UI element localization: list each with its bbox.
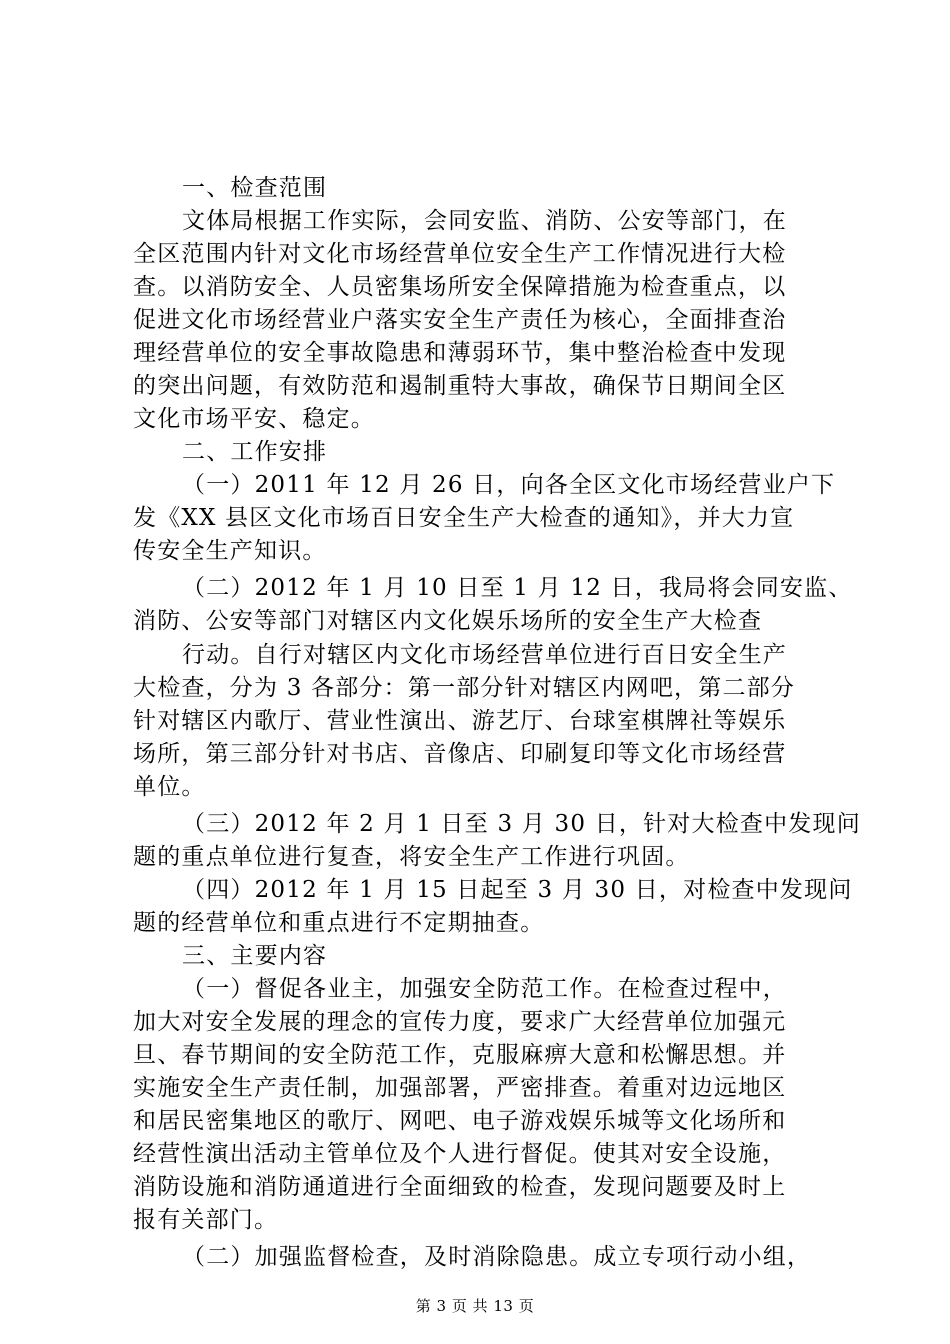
- paragraph-line: 查。以消防安全、人员密集场所安全保障措施为检查重点，以: [133, 274, 787, 300]
- paragraph-line: 消防设施和消防通道进行全面细致的检查，发现问题要及时上: [133, 1174, 787, 1200]
- paragraph-line: 题的重点单位进行复查，将安全生产工作进行巩固。: [133, 844, 690, 870]
- paragraph-line: 场所，第三部分针对书店、音像店、印刷复印等文化市场经营: [133, 741, 787, 767]
- paragraph-line: 文体局根据工作实际，会同安监、消防、公安等部门，在: [182, 208, 787, 234]
- paragraph-line: （二）加强监督检查，及时消除隐患。成立专项行动小组，: [182, 1244, 812, 1270]
- paragraph-line: 大检查，分为 3 各部分：第一部分针对辖区内网吧，第二部分: [133, 675, 796, 701]
- page-number-footer: 第 3 页 共 13 页: [415, 1297, 535, 1315]
- paragraph-line: （三）2012 年 2 月 1 日至 3 月 30 日，针对大检查中发现问: [182, 811, 861, 837]
- paragraph-line: 消防、公安等部门对辖区内文化娱乐场所的安全生产大检查: [133, 608, 763, 634]
- section-heading-scope: 一、检查范围: [182, 175, 328, 201]
- paragraph-line: 实施安全生产责任制，加强部署，严密排查。着重对边远地区: [133, 1075, 787, 1101]
- paragraph-line: 文化市场平安、稳定。: [133, 406, 375, 432]
- paragraph-line: 的突出问题，有效防范和遏制重特大事故，确保节日期间全区: [133, 373, 787, 399]
- section-heading-arrangement: 二、工作安排: [182, 439, 328, 465]
- paragraph-line: 理经营单位的安全事故隐患和薄弱环节，集中整治检查中发现: [133, 340, 787, 366]
- section-heading-content: 三、主要内容: [182, 943, 328, 969]
- paragraph-line: （一）2011 年 12 月 26 日，向各全区文化市场经营业户下: [182, 472, 836, 498]
- paragraph-line: 报有关部门。: [133, 1207, 279, 1233]
- paragraph-line: （二）2012 年 1 月 10 日至 1 月 12 日，我局将会同安监、: [182, 575, 853, 601]
- paragraph-line: 和居民密集地区的歌厅、网吧、电子游戏娱乐城等文化场所和: [133, 1108, 787, 1134]
- paragraph-line: 加大对安全发展的理念的宣传力度，要求广大经营单位加强元: [133, 1009, 787, 1035]
- paragraph-line: 行动。自行对辖区内文化市场经营单位进行百日安全生产: [182, 642, 787, 668]
- paragraph-line: 全区范围内针对文化市场经营单位安全生产工作情况进行大检: [133, 241, 787, 267]
- paragraph-line: （四）2012 年 1 月 15 日起至 3 月 30 日，对检查中发现问: [182, 877, 853, 903]
- paragraph-line: 针对辖区内歌厅、营业性演出、游艺厅、台球室棋牌社等娱乐: [133, 708, 787, 734]
- paragraph-line: 旦、春节期间的安全防范工作，克服麻痹大意和松懈思想。并: [133, 1042, 787, 1068]
- paragraph-line: 经营性演出活动主管单位及个人进行督促。使其对安全设施，: [133, 1141, 787, 1167]
- paragraph-line: 传安全生产知识。: [133, 538, 327, 564]
- paragraph-line: 题的经营单位和重点进行不定期抽查。: [133, 910, 545, 936]
- paragraph-line: （一）督促各业主，加强安全防范工作。在检查过程中，: [182, 976, 787, 1002]
- paragraph-line: 发《XX 县区文化市场百日安全生产大检查的通知》，并大力宣: [133, 505, 795, 531]
- paragraph-line: 促进文化市场经营业户落实安全生产责任为核心，全面排查治: [133, 307, 787, 333]
- paragraph-line: 单位。: [133, 774, 206, 800]
